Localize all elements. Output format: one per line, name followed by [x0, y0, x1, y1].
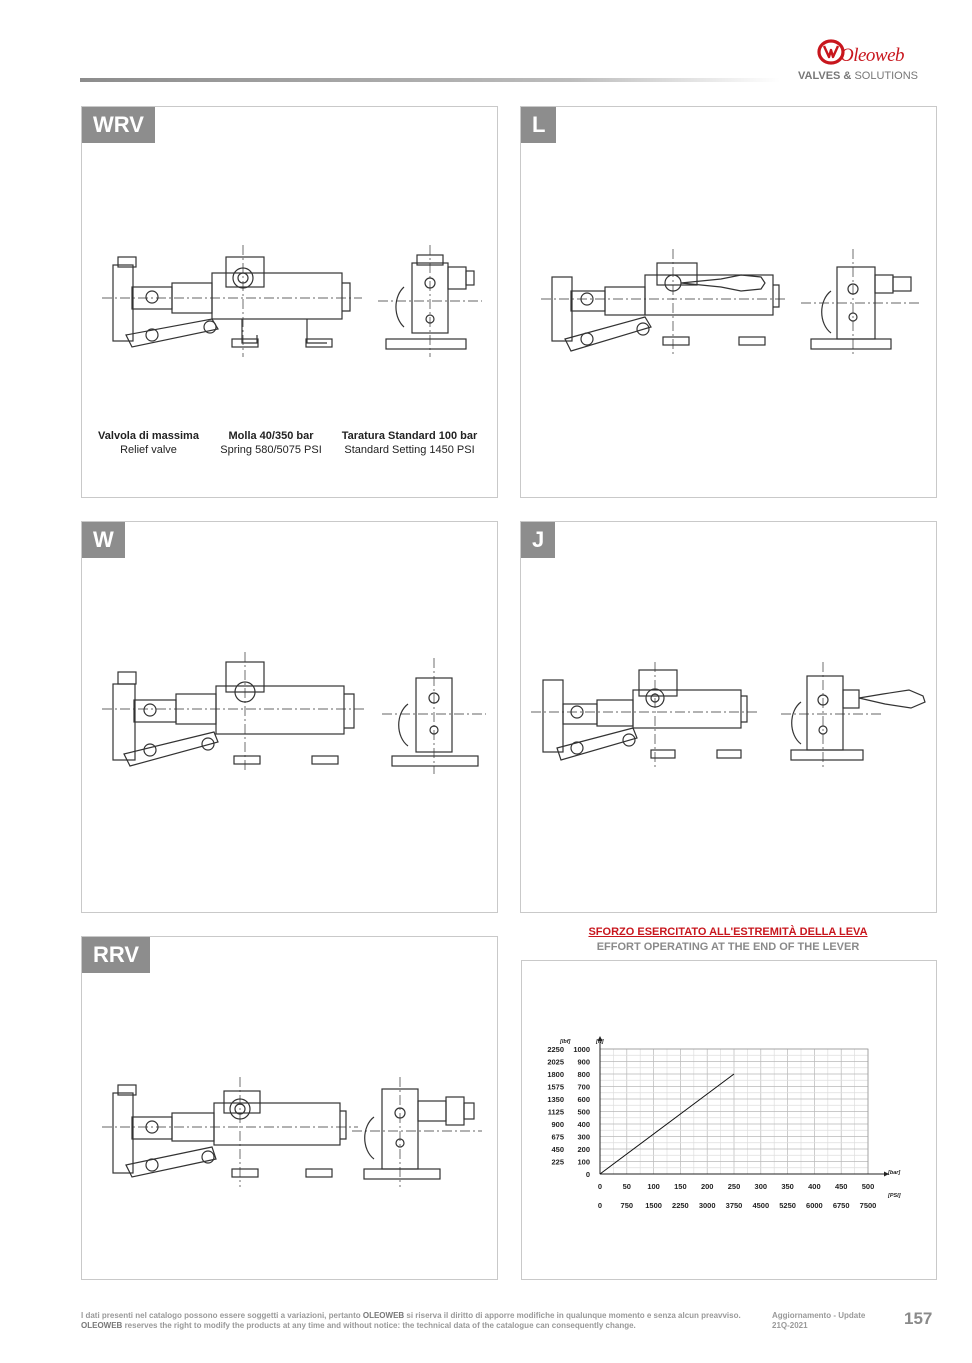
panel-code-wrv: WRV: [82, 107, 155, 143]
y-tick-label: 100: [577, 1157, 590, 1167]
x-tick-label: 150: [674, 1182, 687, 1191]
panel-j: [520, 521, 937, 913]
y2-tick-label: 1125: [547, 1107, 564, 1117]
y2-tick-label: 2025: [547, 1057, 564, 1067]
brand-tagline: VALVES & SOLUTIONS: [798, 70, 919, 82]
y-tick-label: 400: [577, 1120, 590, 1129]
spec-standard-setting: Taratura Standard 100 bar Standard Setting 1450 PSI: [341, 430, 478, 456]
y2-tick-label: 1575: [547, 1082, 564, 1092]
rrv-valve-drawing: [82, 937, 497, 1237]
x2-tick-label: 2250: [672, 1201, 689, 1210]
brand-logo: [798, 36, 940, 86]
x2-axis-label: [PSI]: [888, 1193, 901, 1199]
j-valve-drawing: [521, 522, 936, 832]
chart-panel: [521, 960, 937, 1280]
x-tick-label: 50: [622, 1182, 631, 1191]
effort-chart: [522, 961, 936, 1279]
x-axis-label: [bar]: [888, 1170, 901, 1176]
y2-tick-label: 675: [551, 1132, 564, 1142]
y-tick-label: 500: [577, 1107, 590, 1117]
y-tick-label: 1000: [573, 1045, 590, 1054]
x-tick-label: 200: [700, 1182, 714, 1191]
y-tick-label: 0: [585, 1170, 590, 1179]
x2-tick-label: 3000: [698, 1201, 716, 1210]
y-tick-label: 700: [577, 1082, 590, 1092]
x2-tick-label: 3750: [725, 1201, 743, 1210]
chart-title-it: SFORZO ESERCITATO ALL'ESTREMITÀ DELLA LEVA: [588, 926, 868, 938]
header-rule: [80, 78, 780, 82]
footer-disclaimer: I dati presenti nel catalogo possono essere soggetti a variazioni, pertanto OLEOWEB si riserva il diritto di apporre modifiche in qualunque momento e senza alcun preavviso. OLEOWEB reserves the right to modify the products at any time and without notice: the technical data of the catalogue can consequently change.: [81, 1311, 741, 1330]
page-number: 157: [904, 1309, 933, 1328]
w-valve-drawing: [82, 522, 497, 832]
y2-tick-label: 225: [551, 1157, 564, 1167]
brand-name: Oleoweb: [840, 45, 905, 66]
wrv-valve-drawing: [82, 107, 497, 417]
chart-title-en: EFFORT OPERATING AT THE END OF THE LEVER: [596, 941, 860, 953]
spec-spring: Molla 40/350 bar Spring 580/5075 PSI: [220, 430, 322, 456]
x2-tick-label: 750: [620, 1201, 634, 1210]
x-tick-label: 300: [754, 1182, 768, 1191]
y-tick-label: 800: [577, 1070, 590, 1079]
y-tick-label: 900: [577, 1057, 590, 1067]
x2-tick-label: 5250: [779, 1201, 796, 1210]
panel-rrv: [81, 936, 498, 1280]
spec-relief-valve: Valvola di massima Relief valve: [98, 430, 199, 456]
x2-tick-label: 7500: [859, 1201, 877, 1210]
x2-tick-label: 6750: [832, 1201, 850, 1210]
panel-code-w: W: [82, 522, 125, 558]
x2-tick-label: 1500: [645, 1201, 662, 1210]
x-tick-label: 500: [861, 1182, 875, 1191]
y2-tick-label: 900: [551, 1120, 564, 1129]
y-axis-label: [N]: [596, 1039, 604, 1045]
x-tick-label: 0: [597, 1182, 603, 1191]
y2-tick-label: 2250: [547, 1045, 564, 1054]
x2-tick-label: 6000: [806, 1201, 823, 1210]
y2-tick-label: 1350: [547, 1095, 564, 1104]
l-valve-drawing: [521, 107, 936, 417]
panel-w: [81, 521, 498, 913]
x-tick-label: 100: [647, 1182, 660, 1191]
x-tick-label: 400: [808, 1182, 821, 1191]
x-tick-label: 250: [727, 1182, 741, 1191]
x2-tick-label: 4500: [752, 1201, 770, 1210]
chart-grid: [600, 1049, 868, 1174]
panel-wrv: [81, 106, 498, 498]
y-tick-label: 300: [577, 1132, 590, 1142]
x-tick-label: 450: [834, 1182, 848, 1191]
y-tick-label: 600: [577, 1095, 590, 1104]
panel-l: [520, 106, 937, 498]
panel-code-l: L: [521, 107, 556, 143]
y2-axis-label: [lbf]: [560, 1039, 571, 1045]
y-tick-label: 200: [577, 1145, 590, 1154]
x-tick-label: 350: [781, 1182, 794, 1191]
x2-tick-label: 0: [597, 1201, 603, 1210]
y2-tick-label: 1800: [547, 1070, 564, 1079]
panel-code-rrv: RRV: [82, 937, 150, 973]
panel-code-j: J: [521, 522, 555, 558]
y2-tick-label: 450: [551, 1145, 564, 1154]
footer-update: Aggiornamento - Update 21Q-2021: [772, 1311, 866, 1330]
